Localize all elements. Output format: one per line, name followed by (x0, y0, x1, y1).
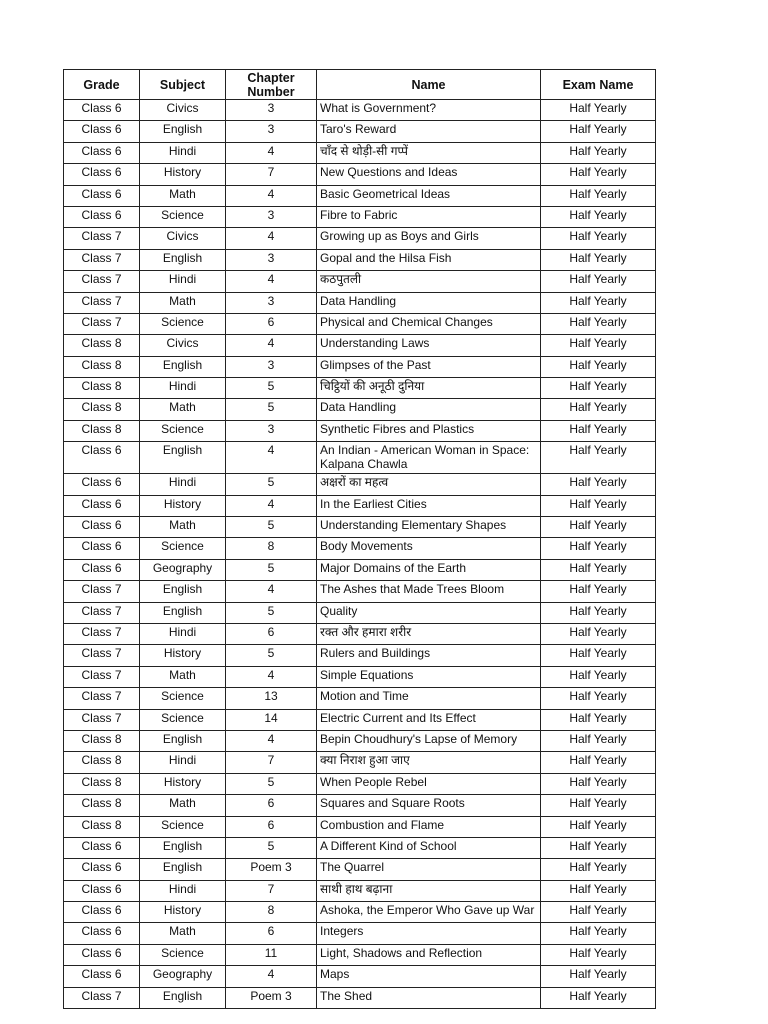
cell-exam-name: Half Yearly (541, 495, 656, 516)
cell-subject: Math (140, 795, 226, 816)
cell-exam-name: Half Yearly (541, 249, 656, 270)
cell-chapter-number: 5 (226, 773, 317, 794)
cell-subject: English (140, 442, 226, 474)
cell-subject: History (140, 164, 226, 185)
cell-grade: Class 6 (64, 142, 140, 163)
cell-subject: Hindi (140, 880, 226, 901)
table-row (64, 121, 656, 142)
cell-chapter-number: 6 (226, 795, 317, 816)
cell-name: Rulers and Buildings (317, 645, 541, 666)
table-row (64, 313, 656, 334)
cell-grade: Class 8 (64, 795, 140, 816)
cell-chapter-number: 4 (226, 271, 317, 292)
header-exam-name: Exam Name (541, 70, 656, 100)
cell-subject: History (140, 495, 226, 516)
table-row (64, 559, 656, 580)
cell-exam-name: Half Yearly (541, 773, 656, 794)
cell-grade: Class 7 (64, 228, 140, 249)
cell-name: Bepin Choudhury's Lapse of Memory (317, 730, 541, 751)
cell-grade: Class 6 (64, 121, 140, 142)
cell-chapter-number: 14 (226, 709, 317, 730)
cell-name: Ashoka, the Emperor Who Gave up War (317, 902, 541, 923)
table-row (64, 142, 656, 163)
cell-exam-name: Half Yearly (541, 795, 656, 816)
cell-chapter-number: 5 (226, 559, 317, 580)
cell-chapter-number: 3 (226, 100, 317, 121)
table-row (64, 666, 656, 687)
cell-subject: Hindi (140, 752, 226, 773)
cell-exam-name: Half Yearly (541, 859, 656, 880)
cell-grade: Class 6 (64, 538, 140, 559)
cell-subject: History (140, 902, 226, 923)
cell-subject: Civics (140, 228, 226, 249)
cell-grade: Class 6 (64, 206, 140, 227)
cell-name: Major Domains of the Earth (317, 559, 541, 580)
table-row (64, 730, 656, 751)
cell-exam-name: Half Yearly (541, 313, 656, 334)
cell-exam-name: Half Yearly (541, 538, 656, 559)
cell-exam-name: Half Yearly (541, 880, 656, 901)
cell-grade: Class 8 (64, 356, 140, 377)
cell-grade: Class 6 (64, 474, 140, 495)
cell-name: चाँद से थोड़ी-सी गप्पें (317, 142, 541, 163)
cell-grade: Class 7 (64, 987, 140, 1008)
table-row (64, 538, 656, 559)
cell-chapter-number: 4 (226, 966, 317, 987)
table-row (64, 420, 656, 441)
cell-name: The Shed (317, 987, 541, 1008)
cell-chapter-number: 3 (226, 249, 317, 270)
cell-exam-name: Half Yearly (541, 602, 656, 623)
cell-subject: Civics (140, 335, 226, 356)
cell-subject: Hindi (140, 474, 226, 495)
cell-exam-name: Half Yearly (541, 335, 656, 356)
cell-subject: Math (140, 292, 226, 313)
cell-subject: English (140, 602, 226, 623)
cell-name: चिट्ठियों की अनूठी दुनिया (317, 378, 541, 399)
cell-grade: Class 8 (64, 730, 140, 751)
table-body (64, 100, 656, 1009)
cell-subject: Science (140, 206, 226, 227)
cell-chapter-number: 3 (226, 292, 317, 313)
cell-grade: Class 7 (64, 581, 140, 602)
cell-grade: Class 6 (64, 880, 140, 901)
cell-grade: Class 7 (64, 271, 140, 292)
cell-grade: Class 7 (64, 645, 140, 666)
cell-subject: Geography (140, 966, 226, 987)
cell-name: When People Rebel (317, 773, 541, 794)
chapter-exam-table (63, 69, 656, 1009)
cell-exam-name: Half Yearly (541, 559, 656, 580)
cell-name: An Indian - American Woman in Space: Kalpana Chawla (317, 442, 541, 474)
table-row (64, 517, 656, 538)
cell-subject: English (140, 356, 226, 377)
cell-grade: Class 7 (64, 709, 140, 730)
cell-subject: Science (140, 313, 226, 334)
cell-name: New Questions and Ideas (317, 164, 541, 185)
cell-exam-name: Half Yearly (541, 164, 656, 185)
table-row (64, 356, 656, 377)
table-row (64, 923, 656, 944)
table-row (64, 164, 656, 185)
cell-exam-name: Half Yearly (541, 987, 656, 1008)
cell-subject: Civics (140, 100, 226, 121)
cell-grade: Class 7 (64, 249, 140, 270)
cell-chapter-number: Poem 3 (226, 987, 317, 1008)
cell-exam-name: Half Yearly (541, 185, 656, 206)
cell-subject: Science (140, 538, 226, 559)
cell-name: Basic Geometrical Ideas (317, 185, 541, 206)
cell-grade: Class 7 (64, 666, 140, 687)
cell-exam-name: Half Yearly (541, 378, 656, 399)
cell-name: Motion and Time (317, 688, 541, 709)
cell-exam-name: Half Yearly (541, 581, 656, 602)
cell-name: Simple Equations (317, 666, 541, 687)
cell-grade: Class 8 (64, 335, 140, 356)
cell-subject: Science (140, 420, 226, 441)
cell-exam-name: Half Yearly (541, 623, 656, 644)
cell-exam-name: Half Yearly (541, 100, 656, 121)
cell-grade: Class 6 (64, 185, 140, 206)
cell-name: Understanding Laws (317, 335, 541, 356)
cell-exam-name: Half Yearly (541, 517, 656, 538)
cell-exam-name: Half Yearly (541, 645, 656, 666)
cell-exam-name: Half Yearly (541, 142, 656, 163)
table-row (64, 837, 656, 858)
cell-chapter-number: 3 (226, 206, 317, 227)
cell-grade: Class 8 (64, 752, 140, 773)
cell-exam-name: Half Yearly (541, 356, 656, 377)
cell-chapter-number: 6 (226, 313, 317, 334)
cell-chapter-number: 4 (226, 581, 317, 602)
cell-chapter-number: 5 (226, 837, 317, 858)
cell-grade: Class 6 (64, 517, 140, 538)
cell-grade: Class 6 (64, 944, 140, 965)
table-row (64, 623, 656, 644)
cell-exam-name: Half Yearly (541, 902, 656, 923)
table-row (64, 442, 656, 474)
cell-chapter-number: 4 (226, 228, 317, 249)
cell-subject: Math (140, 666, 226, 687)
cell-subject: English (140, 987, 226, 1008)
cell-name: Growing up as Boys and Girls (317, 228, 541, 249)
cell-chapter-number: 4 (226, 666, 317, 687)
table-row (64, 249, 656, 270)
cell-chapter-number: 8 (226, 902, 317, 923)
cell-exam-name: Half Yearly (541, 206, 656, 227)
cell-grade: Class 7 (64, 602, 140, 623)
cell-name: क्या निराश हुआ जाए (317, 752, 541, 773)
cell-subject: English (140, 837, 226, 858)
cell-chapter-number: 11 (226, 944, 317, 965)
table-row (64, 495, 656, 516)
cell-exam-name: Half Yearly (541, 442, 656, 474)
cell-chapter-number: 8 (226, 538, 317, 559)
cell-exam-name: Half Yearly (541, 474, 656, 495)
cell-subject: Science (140, 944, 226, 965)
cell-name: Physical and Chemical Changes (317, 313, 541, 334)
cell-chapter-number: 13 (226, 688, 317, 709)
cell-grade: Class 6 (64, 837, 140, 858)
cell-subject: Math (140, 923, 226, 944)
cell-name: Gopal and the Hilsa Fish (317, 249, 541, 270)
table-row (64, 816, 656, 837)
table-row (64, 859, 656, 880)
table-row (64, 902, 656, 923)
cell-name: The Quarrel (317, 859, 541, 880)
cell-subject: History (140, 645, 226, 666)
cell-name: What is Government? (317, 100, 541, 121)
header-chapter-number: Chapter Number (226, 70, 317, 100)
cell-exam-name: Half Yearly (541, 420, 656, 441)
table-row (64, 474, 656, 495)
table-row (64, 228, 656, 249)
cell-chapter-number: 7 (226, 880, 317, 901)
cell-exam-name: Half Yearly (541, 399, 656, 420)
cell-name: Synthetic Fibres and Plastics (317, 420, 541, 441)
cell-exam-name: Half Yearly (541, 121, 656, 142)
cell-grade: Class 8 (64, 378, 140, 399)
cell-chapter-number: 4 (226, 495, 317, 516)
cell-name: Fibre to Fabric (317, 206, 541, 227)
cell-chapter-number: 5 (226, 645, 317, 666)
cell-grade: Class 8 (64, 420, 140, 441)
cell-name: The Ashes that Made Trees Bloom (317, 581, 541, 602)
cell-exam-name: Half Yearly (541, 709, 656, 730)
cell-subject: English (140, 859, 226, 880)
cell-name: कठपुतली (317, 271, 541, 292)
table-row (64, 709, 656, 730)
cell-name: Electric Current and Its Effect (317, 709, 541, 730)
table-row (64, 773, 656, 794)
cell-name: Light, Shadows and Reflection (317, 944, 541, 965)
cell-subject: Math (140, 185, 226, 206)
cell-exam-name: Half Yearly (541, 944, 656, 965)
cell-grade: Class 6 (64, 164, 140, 185)
cell-subject: Math (140, 399, 226, 420)
cell-grade: Class 6 (64, 100, 140, 121)
cell-name: Quality (317, 602, 541, 623)
cell-grade: Class 6 (64, 859, 140, 880)
cell-subject: Science (140, 816, 226, 837)
cell-grade: Class 6 (64, 966, 140, 987)
table-row (64, 944, 656, 965)
cell-chapter-number: 4 (226, 335, 317, 356)
cell-subject: Geography (140, 559, 226, 580)
table-row (64, 185, 656, 206)
cell-chapter-number: 3 (226, 356, 317, 377)
cell-chapter-number: 4 (226, 442, 317, 474)
table-row (64, 645, 656, 666)
cell-exam-name: Half Yearly (541, 666, 656, 687)
table-row (64, 292, 656, 313)
cell-grade: Class 7 (64, 688, 140, 709)
header-name: Name (317, 70, 541, 100)
cell-name: Understanding Elementary Shapes (317, 517, 541, 538)
cell-subject: English (140, 249, 226, 270)
table-row (64, 399, 656, 420)
cell-chapter-number: 4 (226, 185, 317, 206)
table-row (64, 880, 656, 901)
cell-exam-name: Half Yearly (541, 752, 656, 773)
cell-name: साथी हाथ बढ़ाना (317, 880, 541, 901)
cell-subject: Science (140, 709, 226, 730)
table-row (64, 752, 656, 773)
cell-exam-name: Half Yearly (541, 271, 656, 292)
table-row (64, 581, 656, 602)
cell-grade: Class 7 (64, 292, 140, 313)
cell-exam-name: Half Yearly (541, 688, 656, 709)
cell-chapter-number: Poem 3 (226, 859, 317, 880)
cell-subject: Hindi (140, 623, 226, 644)
cell-name: Maps (317, 966, 541, 987)
cell-grade: Class 6 (64, 495, 140, 516)
cell-subject: Hindi (140, 378, 226, 399)
table-row (64, 335, 656, 356)
table-row (64, 206, 656, 227)
cell-name: Data Handling (317, 399, 541, 420)
table-row (64, 378, 656, 399)
cell-exam-name: Half Yearly (541, 966, 656, 987)
cell-subject: Science (140, 688, 226, 709)
cell-chapter-number: 6 (226, 816, 317, 837)
table-row (64, 602, 656, 623)
table-row (64, 271, 656, 292)
cell-exam-name: Half Yearly (541, 923, 656, 944)
cell-name: A Different Kind of School (317, 837, 541, 858)
cell-chapter-number: 6 (226, 923, 317, 944)
cell-subject: English (140, 121, 226, 142)
cell-chapter-number: 6 (226, 623, 317, 644)
cell-subject: Hindi (140, 142, 226, 163)
cell-chapter-number: 3 (226, 420, 317, 441)
table-row (64, 966, 656, 987)
cell-name: Squares and Square Roots (317, 795, 541, 816)
cell-exam-name: Half Yearly (541, 228, 656, 249)
cell-name: Body Movements (317, 538, 541, 559)
cell-name: Integers (317, 923, 541, 944)
cell-grade: Class 8 (64, 773, 140, 794)
cell-chapter-number: 4 (226, 142, 317, 163)
cell-grade: Class 6 (64, 559, 140, 580)
cell-grade: Class 6 (64, 902, 140, 923)
cell-chapter-number: 5 (226, 602, 317, 623)
cell-chapter-number: 7 (226, 752, 317, 773)
cell-name: अक्षरों का महत्व (317, 474, 541, 495)
cell-exam-name: Half Yearly (541, 837, 656, 858)
cell-grade: Class 8 (64, 816, 140, 837)
cell-subject: English (140, 730, 226, 751)
cell-subject: History (140, 773, 226, 794)
cell-name: In the Earliest Cities (317, 495, 541, 516)
cell-subject: Math (140, 517, 226, 538)
cell-name: रक्त और हमारा शरीर (317, 623, 541, 644)
cell-chapter-number: 4 (226, 730, 317, 751)
cell-exam-name: Half Yearly (541, 816, 656, 837)
cell-chapter-number: 5 (226, 474, 317, 495)
cell-exam-name: Half Yearly (541, 292, 656, 313)
header-subject: Subject (140, 70, 226, 100)
header-row (64, 70, 656, 100)
cell-name: Combustion and Flame (317, 816, 541, 837)
cell-chapter-number: 5 (226, 517, 317, 538)
table-row (64, 688, 656, 709)
cell-grade: Class 6 (64, 442, 140, 474)
cell-chapter-number: 3 (226, 121, 317, 142)
header-grade: Grade (64, 70, 140, 100)
cell-exam-name: Half Yearly (541, 730, 656, 751)
cell-subject: Hindi (140, 271, 226, 292)
cell-grade: Class 7 (64, 313, 140, 334)
cell-name: Data Handling (317, 292, 541, 313)
table-row (64, 795, 656, 816)
cell-grade: Class 6 (64, 923, 140, 944)
table-row (64, 100, 656, 121)
cell-chapter-number: 7 (226, 164, 317, 185)
cell-chapter-number: 5 (226, 378, 317, 399)
table-row (64, 987, 656, 1008)
cell-name: Glimpses of the Past (317, 356, 541, 377)
cell-chapter-number: 5 (226, 399, 317, 420)
cell-subject: English (140, 581, 226, 602)
cell-grade: Class 7 (64, 623, 140, 644)
cell-name: Taro's Reward (317, 121, 541, 142)
cell-grade: Class 8 (64, 399, 140, 420)
